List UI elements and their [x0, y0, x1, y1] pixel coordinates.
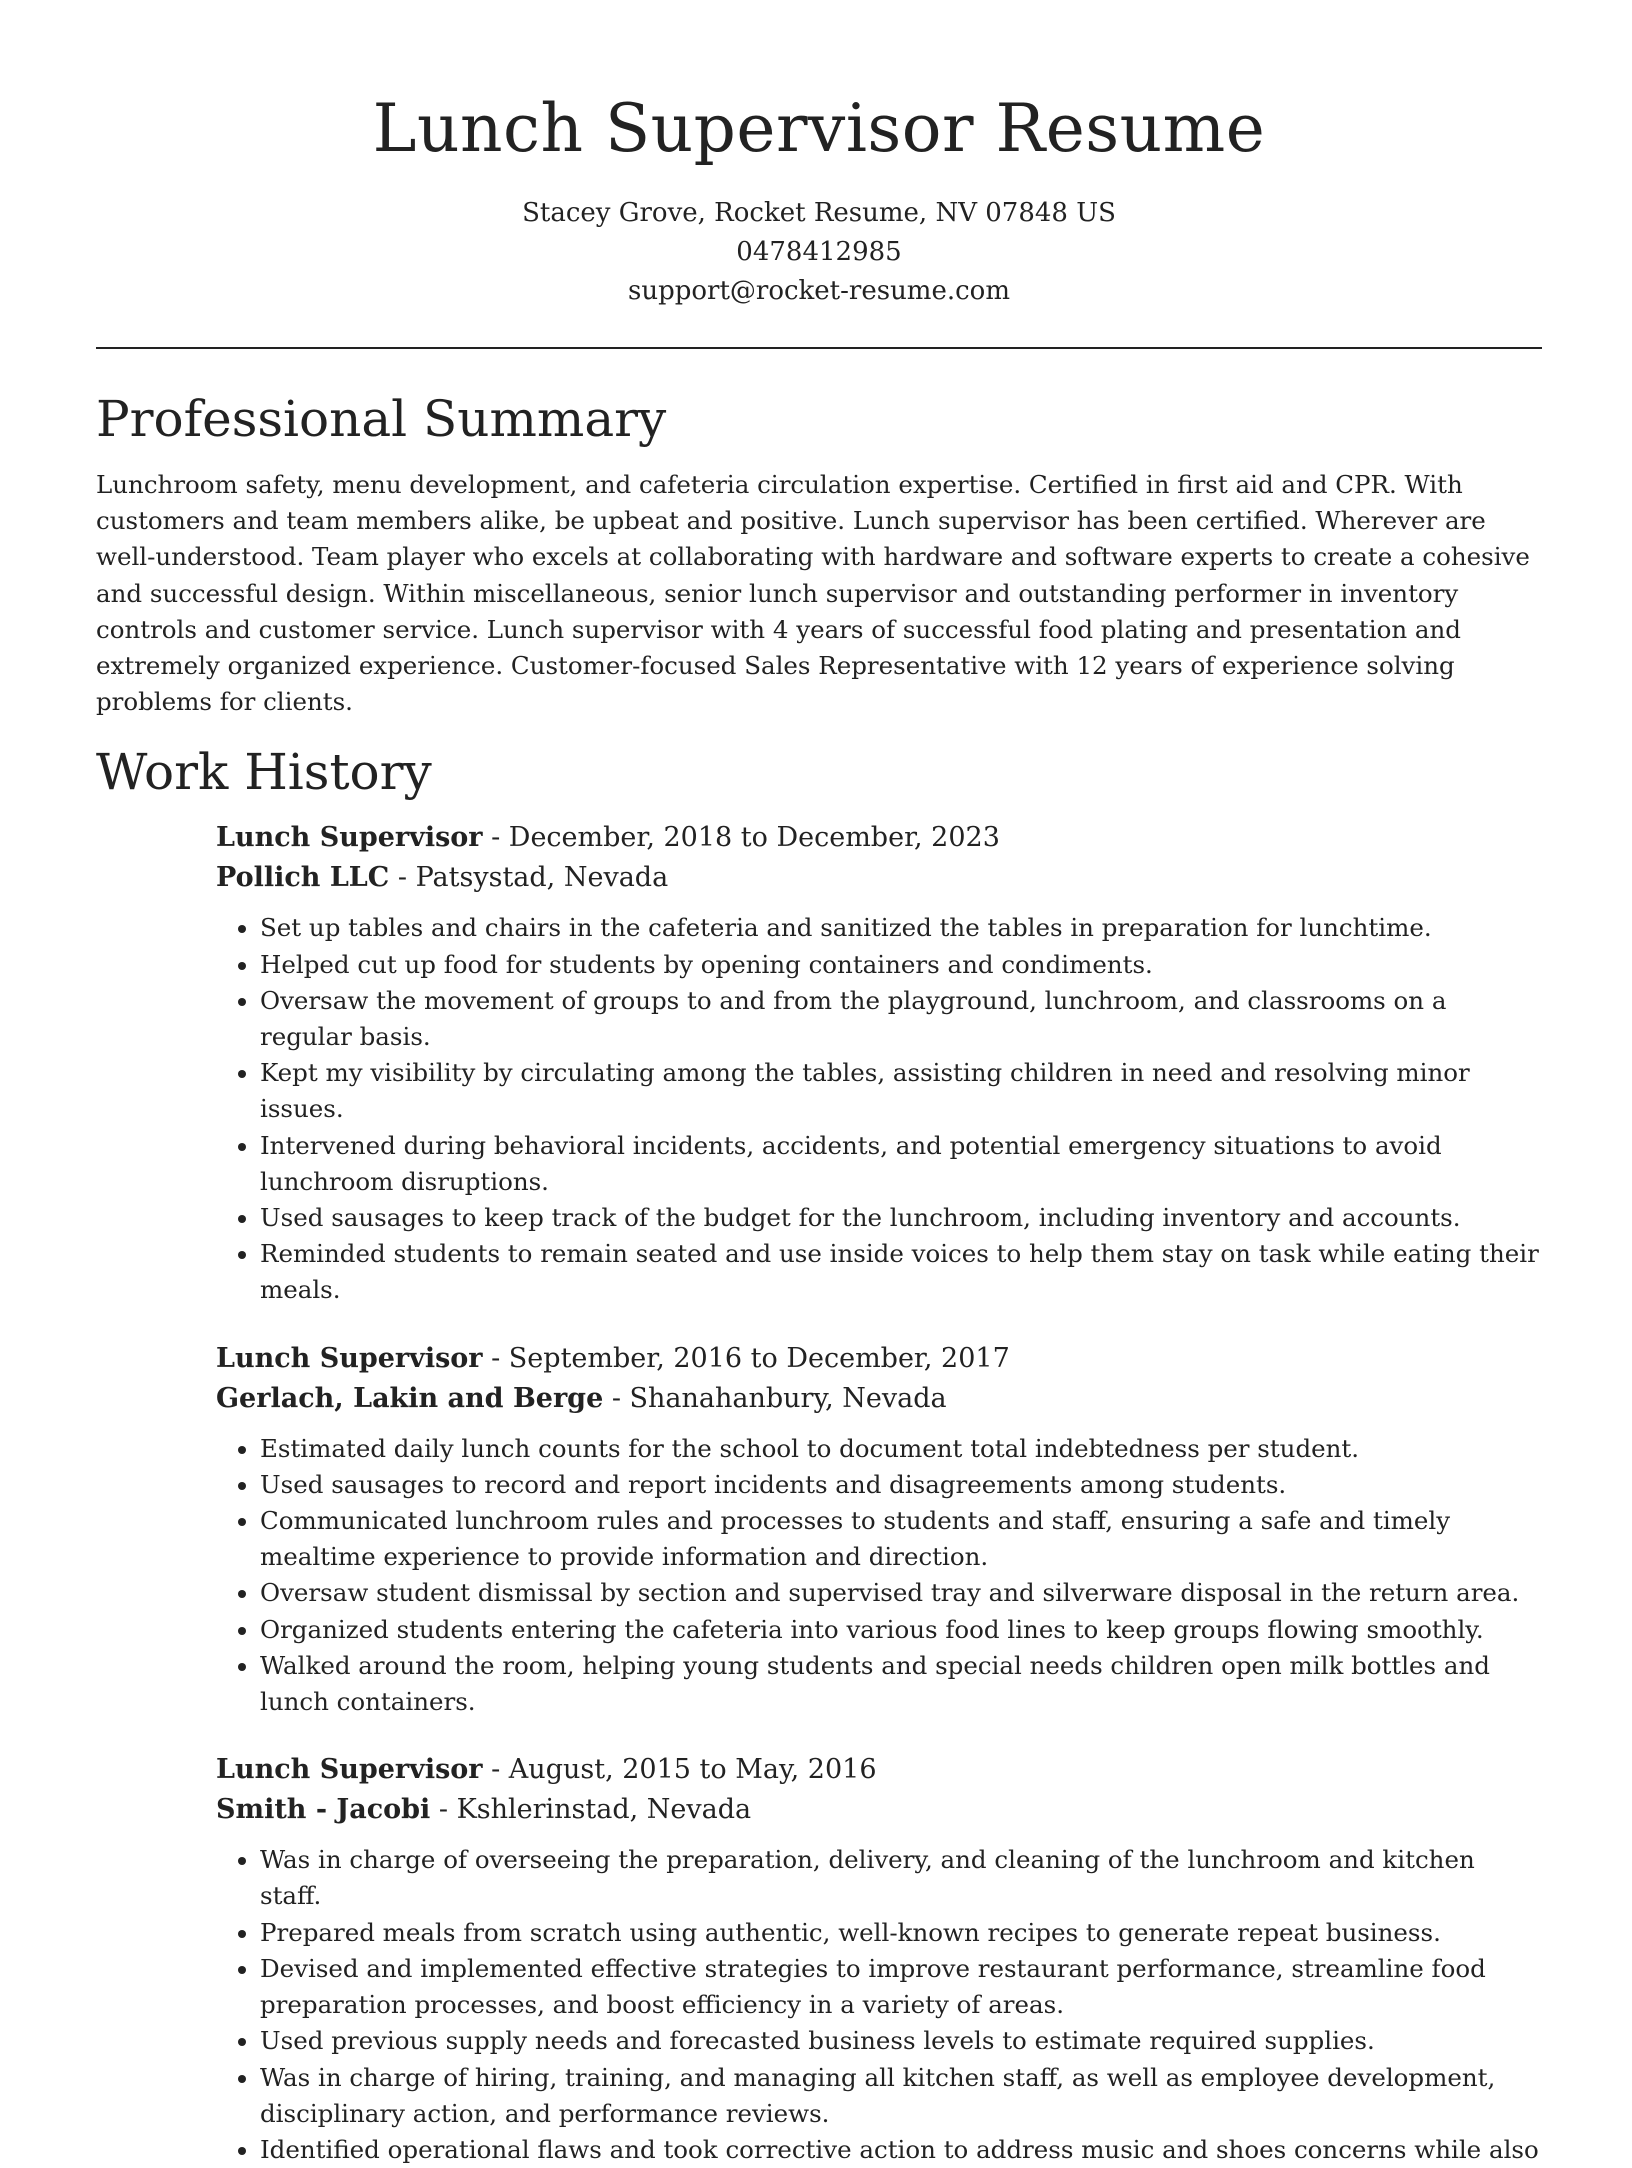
contact-email: support@rocket-resume.com: [627, 276, 1010, 306]
job-bullet: • Oversaw student dismissal by section and supervised tray and silverware disposal in the return area.: [260, 1575, 1542, 1611]
job-company-line: [216, 1790, 1542, 1830]
job-company-line: [216, 858, 1542, 898]
job-bullet: • Estimated daily lunch counts for the school to document total indebtedness per student.: [260, 1431, 1542, 1467]
job-bullet: • Was in charge of overseeing the preparation, delivery, and cleaning of the lunchroom and kitchen staff.: [260, 1842, 1542, 1914]
job-bullet: • Reminded students to remain seated and use inside voices to help them stay on task while eating their meals.: [260, 1236, 1542, 1308]
job-bullet: • Kept my visibility by circulating among the tables, assisting children in need and resolving minor issues.: [260, 1055, 1542, 1127]
job-title-line: [216, 1750, 1542, 1790]
job-bullet: • Used sausages to keep track of the budget for the lunchroom, including inventory and accounts.: [260, 1200, 1542, 1236]
resume-page: [96, 0, 1542, 2168]
job-entry: [216, 818, 1542, 1308]
job-dates: - August, 2015 to May, 2016: [482, 1754, 877, 1786]
job-company-line: [216, 1379, 1542, 1419]
job-bullet: • Organized students entering the cafeteria into various food lines to keep groups flowing smoothly.: [260, 1612, 1542, 1648]
job-title-line: [216, 1339, 1542, 1379]
job-bullet-list: [216, 1842, 1542, 2168]
job-location: - Kshlerinstad, Nevada: [430, 1794, 752, 1826]
summary-heading: Professional Summary: [96, 390, 667, 448]
job-bullet: • Prepared meals from scratch using authentic, well-known recipes to generate repeat business.: [260, 1915, 1542, 1951]
job-company: Smith - Jacobi: [216, 1794, 431, 1826]
job-location: - Shanahanbury, Nevada: [603, 1382, 947, 1414]
job-role: Lunch Supervisor: [216, 1342, 483, 1374]
job-company: Pollich LLC: [216, 862, 390, 894]
summary-text: Lunchroom safety, menu development, and cafeteria circulation expertise. Certified in first aid and CPR. With customers and team members alike, be upbeat and positive. Lunch supervisor has been certified. Wherever are well-understood. Team player who excels at collaborating with hardware and software experts to create a cohesive and successful design. Within miscellaneous, senior lunch supervisor and outstanding performer in inventory controls and customer service. Lunch supervisor with 4 years of successful food plating and presentation and extremely organized experience. Customer-focused Sales Representative with 12 years of experience solving problems for clients.: [96, 470, 1530, 717]
job-role: Lunch Supervisor: [216, 1754, 483, 1786]
job-company: Gerlach, Lakin and Berge: [216, 1382, 604, 1414]
job-bullet: • Was in charge of hiring, training, and managing all kitchen staff, as well as employee development, disciplinary action, and performance reviews.: [260, 2060, 1542, 2132]
job-bullet-list: [216, 910, 1542, 1308]
resume-title: Lunch Supervisor Resume: [372, 90, 1266, 167]
job-bullet: • Used sausages to record and report incidents and disagreements among students.: [260, 1467, 1542, 1503]
work-history-heading: Work History: [96, 743, 432, 802]
contact-block: [96, 194, 1542, 311]
job-bullet: • Communicated lunchroom rules and processes to students and staff, ensuring a safe and timely mealtime experience to provide information and direction.: [260, 1503, 1542, 1575]
job-bullet: • Walked around the room, helping young students and special needs children open milk bottles and lunch containers.: [260, 1648, 1542, 1720]
job-dates: - September, 2016 to December, 2017: [482, 1342, 1010, 1374]
job-bullet: • Used previous supply needs and forecasted business levels to estimate required supplies.: [260, 2023, 1542, 2059]
job-bullet: • Oversaw the movement of groups to and from the playground, lunchroom, and classrooms on a regular basis.: [260, 983, 1542, 1055]
job-role: Lunch Supervisor: [216, 822, 483, 854]
job-dates: - December, 2018 to December, 2023: [482, 822, 1000, 854]
job-bullet: • Identified operational flaws and took corrective action to address music and shoes concerns while also: [260, 2132, 1542, 2168]
job-bullet: • Helped cut up food for students by opening containers and condiments.: [260, 947, 1542, 983]
job-entry: [216, 1339, 1542, 1721]
job-title-line: [216, 818, 1542, 858]
contact-phone: 0478412985: [736, 237, 902, 267]
job-bullet: • Set up tables and chairs in the cafeteria and sanitized the tables in preparation for lunchtime.: [260, 910, 1542, 946]
contact-address: Stacey Grove, Rocket Resume, NV 07848 US: [522, 198, 1116, 228]
job-entry: [216, 1750, 1542, 2168]
job-bullet: • Intervened during behavioral incidents, accidents, and potential emergency situations to avoid lunchroom disruptions.: [260, 1128, 1542, 1200]
job-location: - Patsystad, Nevada: [389, 862, 669, 894]
job-bullet-list: [216, 1431, 1542, 1721]
job-bullet: • Devised and implemented effective strategies to improve restaurant performance, streamline food preparation processes, and boost efficiency in a variety of areas.: [260, 1951, 1542, 2023]
header-divider: [96, 347, 1542, 349]
